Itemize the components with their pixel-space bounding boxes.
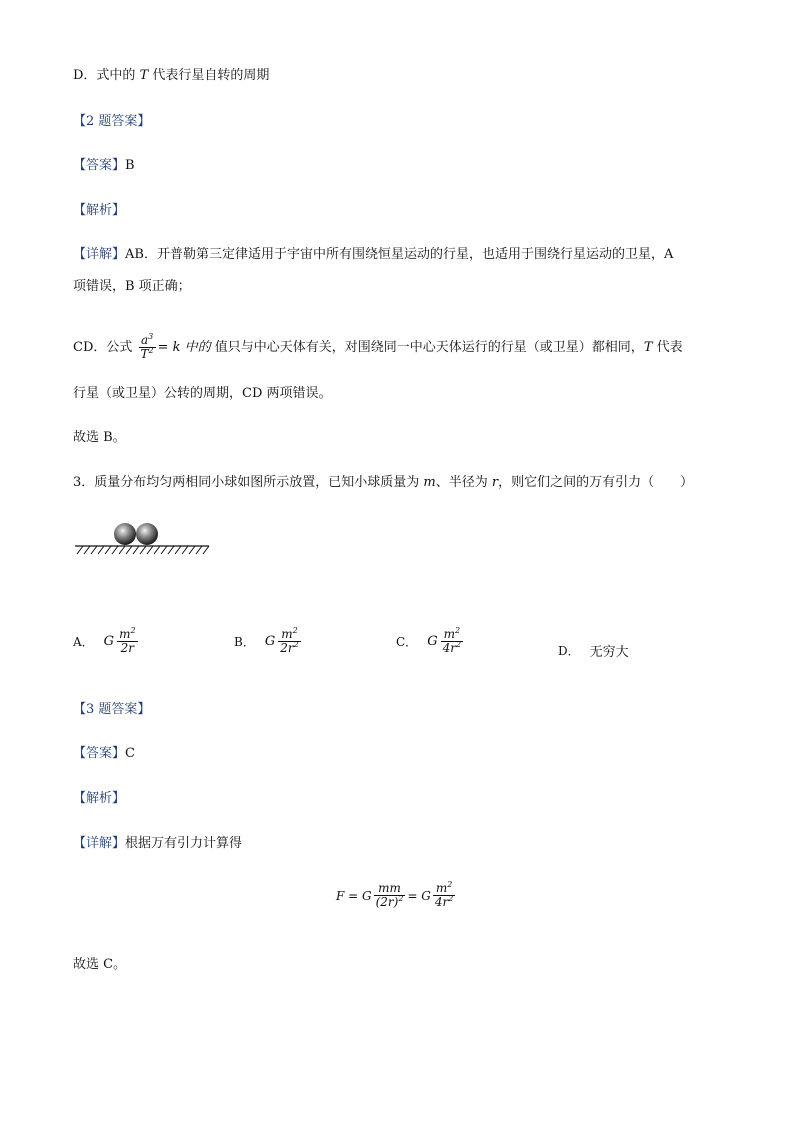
gravitation-formula: F = G $\frac{mm}{(2r)^2}$ = G $\frac{m^2}{4r^2}$ bbox=[336, 880, 454, 909]
kepler-fraction: $\frac{a^3}{T^2}$ bbox=[140, 332, 154, 361]
two-spheres-figure bbox=[73, 518, 213, 558]
q2-cd-line: CD．公式 $\frac{a^3}{T^2}$ = k 中的 值只与中心天体有关，对围绕同一中心天体运行的行星（或卫星）都相同，T 代表 bbox=[73, 332, 683, 361]
q3-conclusion: 故选 C。 bbox=[73, 957, 127, 972]
q3-answer: 【答案】C bbox=[73, 746, 135, 761]
q2-conclusion: 故选 B。 bbox=[73, 430, 126, 445]
q3-stem: 3．质量分布均匀两相同小球如图所示放置，已知小球质量为 m、半径为 r，则它们之间的万有引力（ ） bbox=[73, 475, 694, 490]
q2-answer-heading: 【2 题答案】 bbox=[73, 114, 151, 129]
q2-cd-line-2: 行星（或卫星）公转的周期，CD 两项错误。 bbox=[73, 386, 332, 401]
q3-answer-heading: 【3 题答案】 bbox=[73, 702, 151, 717]
q2-detail-line-1: 【详解】AB．开普勒第三定律适用于宇宙中所有围绕恒星运动的行星，也适用于围绕行星运动的卫星，A bbox=[73, 247, 674, 262]
ground-hatching bbox=[77, 546, 209, 554]
q2-detail-line-2: 项错误，B 项正确； bbox=[73, 279, 191, 294]
option-c[interactable]: C． G $\frac{m^2}{4r^2}$ bbox=[396, 626, 462, 655]
q3-analysis-heading: 【解析】 bbox=[73, 791, 126, 806]
option-d-text: D．式中的 T 代表行星自转的周期 bbox=[73, 68, 270, 83]
q2-answer: 【答案】B bbox=[73, 158, 135, 173]
q2-analysis-heading: 【解析】 bbox=[73, 203, 126, 218]
q3-detail: 【详解】根据万有引力计算得 bbox=[73, 836, 243, 851]
right-sphere bbox=[136, 523, 158, 545]
option-d[interactable]: D． 无穷大 bbox=[558, 644, 629, 660]
option-a[interactable]: A． G $\frac{m^2}{2r}$ bbox=[73, 626, 136, 655]
option-b[interactable]: B． G $\frac{m^2}{2r^2}$ bbox=[234, 626, 299, 655]
left-sphere bbox=[114, 523, 136, 545]
